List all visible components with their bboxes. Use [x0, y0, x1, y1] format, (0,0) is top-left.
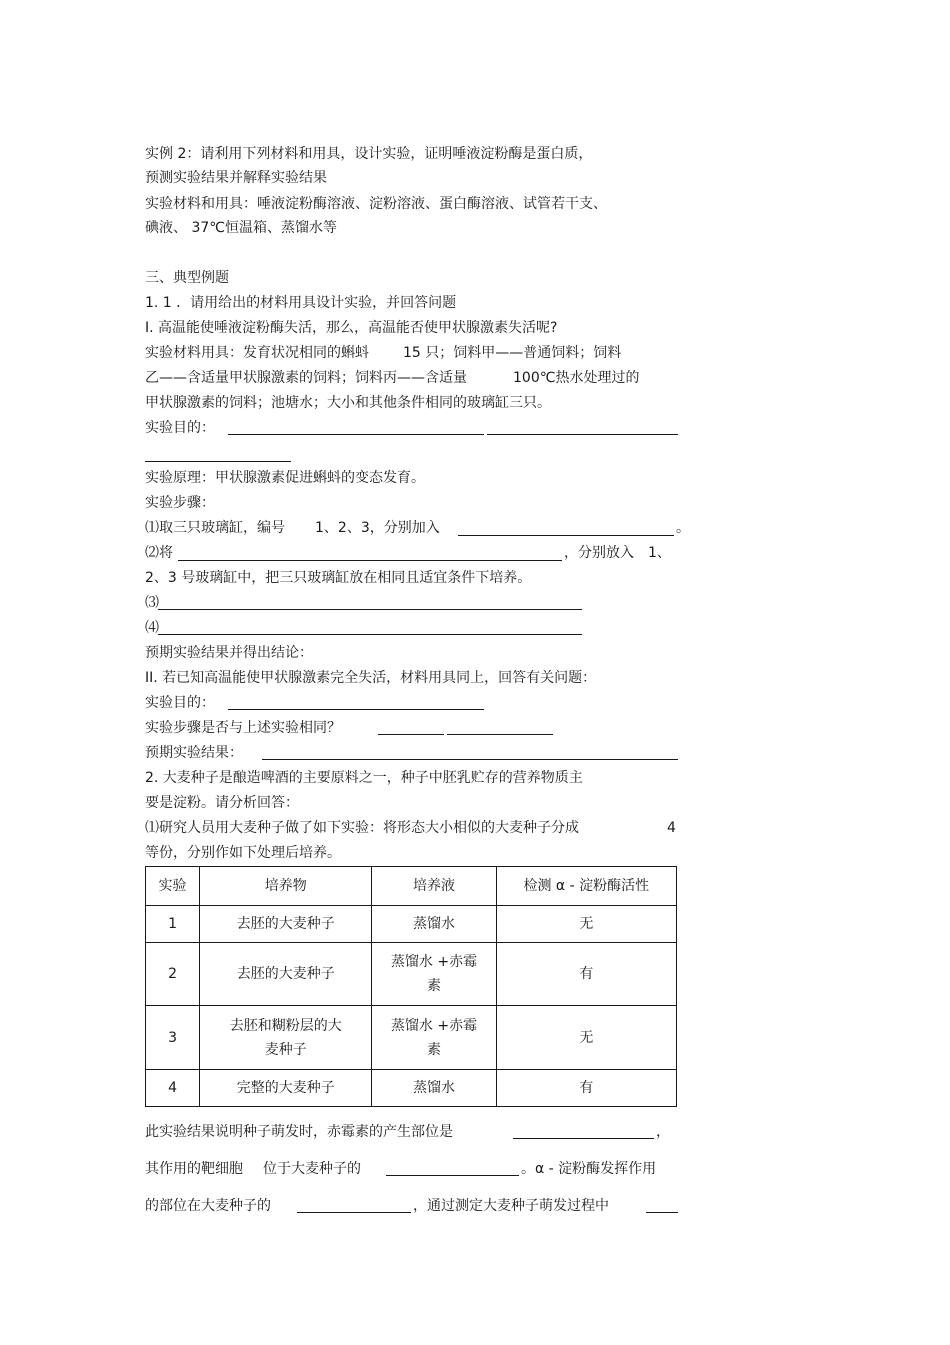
materials-text-b: 15 只；饲料甲——普通饲料；饲料	[403, 345, 622, 361]
experiment-table	[145, 866, 677, 1107]
part2-question: II. 若已知高温能使甲状腺激素完全失活，材料用具同上，回答有关问题：	[145, 670, 597, 686]
header-activity: 检测 α - 淀粉酶活性	[496, 867, 676, 906]
cell-activity: 有	[496, 943, 676, 1006]
part2-same-blank-1[interactable]	[378, 734, 444, 735]
cell-experiment: 1	[146, 906, 200, 943]
part2-predict-blank[interactable]	[262, 759, 678, 760]
table-row	[146, 906, 677, 943]
step3-label: ⑶	[145, 595, 159, 611]
predict-label: 预期实验结果并得出结论：	[145, 645, 313, 661]
cell-medium-l1: 蒸馏水 +赤霉	[390, 954, 478, 970]
q2-line1: 2. 大麦种子是酿造啤酒的主要原料之一，种子中胚乳贮存的营养物质主	[145, 770, 583, 786]
cell-medium-l2: 素	[427, 1041, 442, 1058]
after-line2-b: 位于大麦种子的	[263, 1161, 361, 1177]
example2-line2: 预测实验结果并解释实验结果	[145, 170, 327, 186]
after-table-line3: 的部位在大麦种子的	[145, 1198, 271, 1214]
cell-medium: 蒸馏水	[372, 906, 496, 943]
purpose-blank-3[interactable]	[145, 461, 291, 462]
header-culture: 培养物	[200, 867, 372, 906]
cell-medium-l2: 素	[427, 978, 442, 994]
materials2-text-b: 100℃热水处理过的	[513, 370, 640, 386]
materials-line2	[145, 368, 639, 388]
step1-b: 1、2、3，分别加入	[315, 520, 440, 536]
cell-activity: 无	[496, 1006, 676, 1070]
cell-culture: 完整的大麦种子	[200, 1070, 372, 1107]
part2-purpose-label: 实验目的：	[145, 695, 215, 711]
part2-same-blank-2[interactable]	[447, 734, 553, 735]
step2-c: 1、	[648, 545, 671, 561]
cell-medium: 蒸馏水	[372, 1070, 496, 1107]
cell-activity: 无	[496, 906, 676, 943]
after-table-line1: 此实验结果说明种子萌发时，赤霉素的产生部位是	[145, 1124, 453, 1140]
example2-line1: 实例 2：请利用下列材料和用具，设计实验，证明唾液淀粉酶是蛋白质，	[145, 146, 593, 162]
part2-same-label: 实验步骤是否与上述实验相同？	[145, 720, 341, 736]
cell-experiment: 2	[146, 943, 200, 1006]
cell-culture-l1: 去胚和糊粉层的大	[229, 1017, 342, 1034]
after-line2-c: 。α - 淀粉酶发挥作用	[521, 1161, 657, 1177]
cell-medium	[372, 943, 496, 1006]
purpose-blank-1[interactable]	[228, 434, 484, 435]
example2-line4: 碘液、 37℃恒温箱、蒸馏水等	[145, 220, 337, 236]
materials-line3: 甲状腺激素的饲料；池塘水；大小和其他条件相同的玻璃缸三只。	[145, 395, 551, 411]
step4-blank[interactable]	[158, 634, 582, 635]
cell-experiment: 3	[146, 1006, 200, 1070]
step3-blank[interactable]	[158, 609, 582, 610]
steps-label: 实验步骤：	[145, 495, 215, 511]
cell-experiment: 4	[146, 1070, 200, 1107]
q2-sub1-line2: 等份，分别作如下处理后培养。	[145, 845, 341, 861]
step2-continuation: 2、3 号玻璃缸中，把三只玻璃缸放在相同且适宜条件下培养。	[145, 570, 532, 586]
step2-blank[interactable]	[178, 560, 562, 561]
step1-a: ⑴取三只玻璃缸，编号	[145, 520, 285, 536]
cell-culture-l2: 麦种子	[264, 1041, 307, 1058]
example2-line3: 实验材料和用具：唾液淀粉酶溶液、淀粉溶液、蛋白酶溶液、试管若干支、	[145, 196, 607, 212]
after-line3-b: ，通过测定大麦种子萌发过程中	[413, 1198, 609, 1214]
part1-question: I. 高温能使唾液淀粉酶失活，那么，高温能否使甲状腺激素失活呢?	[145, 320, 558, 336]
cell-culture: 去胚的大麦种子	[200, 906, 372, 943]
principle-text: 实验原理：甲状腺激素促进蝌蚪的变态发育。	[145, 470, 425, 486]
q1-intro: 1. 1 ．请用给出的材料用具设计实验，并回答问题	[145, 295, 457, 311]
after-blank-3[interactable]	[297, 1212, 411, 1213]
header-experiment: 实验	[146, 867, 200, 906]
materials-text-a: 实验材料用具：发育状况相同的蝌蚪	[145, 345, 369, 361]
cell-medium	[372, 1006, 496, 1070]
cell-activity: 有	[496, 1070, 676, 1107]
after-line1-end: ，	[656, 1124, 670, 1140]
q2-sub1-number: 4	[667, 820, 676, 836]
purpose-blank-2[interactable]	[487, 434, 678, 435]
cell-culture: 去胚的大麦种子	[200, 943, 372, 1006]
step2-tail	[564, 543, 671, 563]
table-row	[146, 1006, 677, 1070]
after-table-line2	[145, 1159, 361, 1179]
q2-sub1-text: ⑴研究人员用大麦种子做了如下实验：将形态大小相似的大麦种子分成	[145, 820, 579, 836]
table-header-row	[146, 867, 677, 906]
step1-text	[145, 518, 440, 538]
materials2-text-a: 乙——含适量甲状腺激素的饲料；饲料丙——含适量	[145, 370, 467, 386]
part2-predict-label: 预期实验结果：	[145, 745, 243, 761]
step2-b: ，分别放入	[564, 545, 634, 561]
q2-line2: 要是淀粉。请分析回答：	[145, 795, 299, 811]
header-medium: 培养液	[372, 867, 496, 906]
cell-culture	[200, 1006, 372, 1070]
cell-medium-l1: 蒸馏水 +赤霉	[390, 1017, 478, 1034]
section-heading: 三、典型例题	[145, 270, 229, 286]
step1-end: 。	[676, 520, 690, 536]
table-row	[146, 943, 677, 1006]
after-line2-a: 其作用的靶细胞	[145, 1161, 243, 1177]
after-blank-4[interactable]	[646, 1212, 678, 1213]
step4-label: ⑷	[145, 620, 159, 636]
part2-purpose-blank[interactable]	[228, 709, 484, 710]
after-blank-2[interactable]	[386, 1175, 519, 1176]
table-row	[146, 1070, 677, 1107]
step1-blank[interactable]	[458, 535, 674, 536]
step2-label: ⑵将	[145, 545, 173, 561]
materials-line1	[145, 343, 621, 363]
purpose-label: 实验目的：	[145, 420, 215, 436]
after-blank-1[interactable]	[513, 1138, 654, 1139]
